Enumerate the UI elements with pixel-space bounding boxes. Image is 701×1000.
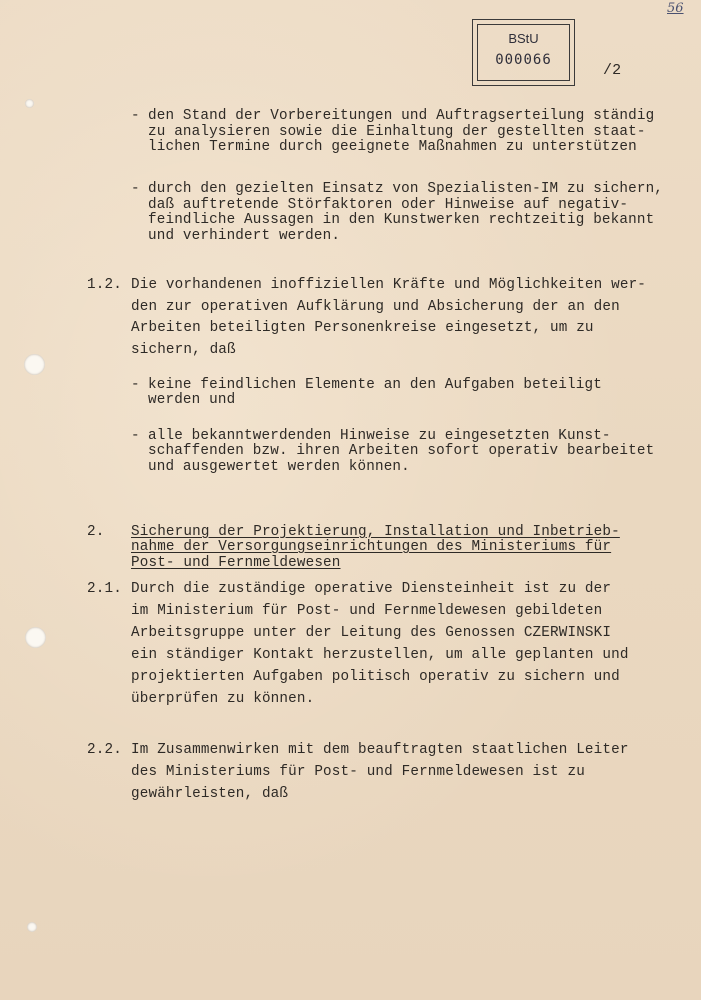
stamp-org: BStU	[508, 31, 539, 46]
paragraph-line: sichern, daß	[131, 342, 236, 358]
section-number: 2.2.	[87, 742, 122, 758]
paragraph-line: Arbeiten beteiligten Personenkreise eingesetzt, um zu	[131, 320, 594, 336]
paragraph-line: gewährleisten, daß	[131, 786, 289, 802]
paragraph-line: überprüfen zu können.	[131, 691, 315, 707]
paragraph-line: Im Zusammenwirken mit dem beauftragten staatlichen Leiter	[131, 742, 629, 758]
bullet-line: und verhindert werden.	[148, 228, 341, 244]
bullet-line: daß auftretende Störfaktoren oder Hinweise auf negativ-	[148, 197, 629, 213]
paragraph-line: Die vorhandenen inoffiziellen Kräfte und Möglichkeiten wer-	[131, 277, 647, 293]
bullet-line: alle bekanntwerdenden Hinweise zu eingesetzten Kunst-	[148, 428, 611, 444]
paragraph-line: ein ständiger Kontakt herzustellen, um alle geplanten und	[131, 647, 629, 663]
bullet-dash: -	[131, 377, 140, 393]
bullet-line: werden und	[148, 392, 236, 408]
paragraph-line: im Ministerium für Post- und Fernmeldewesen gebildeten	[131, 603, 603, 619]
bullet-dash: -	[131, 428, 140, 444]
paragraph-line: projektierten Aufgaben politisch operativ zu sichern und	[131, 669, 620, 685]
punch-hole-lower	[25, 627, 46, 648]
stamp-number: 000066	[495, 52, 552, 68]
paragraph-line: Arbeitsgruppe unter der Leitung des Genossen CZERWINSKI	[131, 625, 612, 641]
section-number: 1.2.	[87, 277, 122, 293]
punch-hole-small-bottom	[27, 922, 37, 932]
archive-page-number: 56	[667, 1, 684, 16]
section-heading-line: Sicherung der Projektierung, Installation und Inbetrieb-	[131, 524, 620, 540]
page-reference: /2	[603, 62, 622, 79]
bullet-line: zu analysieren sowie die Einhaltung der gestellten staat-	[148, 124, 646, 140]
bullet-line: schaffenden bzw. ihren Arbeiten sofort operativ bearbeitet	[148, 443, 655, 459]
archive-stamp	[472, 19, 575, 86]
bullet-dash: -	[131, 181, 140, 197]
section-number: 2.	[87, 524, 105, 540]
bullet-line: lichen Termine durch geeignete Maßnahmen zu unterstützen	[148, 139, 637, 155]
section-heading-line: nahme der Versorgungseinrichtungen des Ministeriums für	[131, 539, 612, 555]
stamp-inner-frame	[477, 24, 570, 81]
section-heading-line: Post- und Fernmeldewesen	[131, 555, 341, 571]
punch-hole-upper	[24, 354, 45, 375]
punch-hole-small-top	[25, 99, 34, 108]
bullet-dash: -	[131, 108, 140, 124]
bullet-line: und ausgewertet werden können.	[148, 459, 410, 475]
bullet-line: feindliche Aussagen in den Kunstwerken rechtzeitig bekannt	[148, 212, 655, 228]
section-number: 2.1.	[87, 581, 122, 597]
paragraph-line: des Ministeriums für Post- und Fernmeldewesen ist zu	[131, 764, 585, 780]
bullet-line: den Stand der Vorbereitungen und Auftragserteilung ständig	[148, 108, 655, 124]
paragraph-line: Durch die zuständige operative Diensteinheit ist zu der	[131, 581, 612, 597]
paragraph-line: den zur operativen Aufklärung und Absicherung der an den	[131, 299, 620, 315]
bullet-line: durch den gezielten Einsatz von Spezialisten-IM zu sichern,	[148, 181, 664, 197]
bullet-line: keine feindlichen Elemente an den Aufgaben beteiligt	[148, 377, 602, 393]
